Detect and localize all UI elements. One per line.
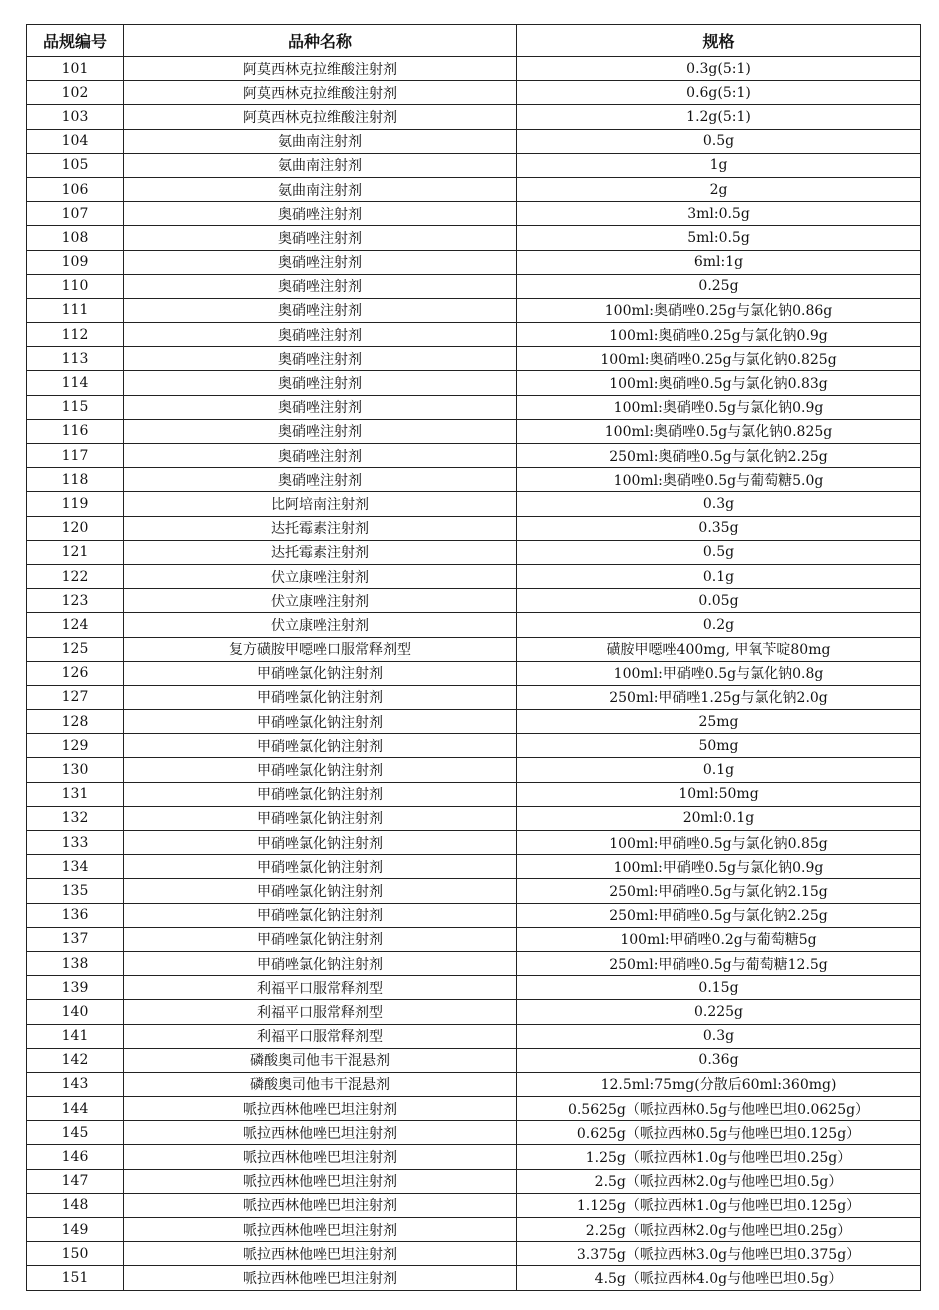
table-row xyxy=(27,879,921,903)
table-row xyxy=(27,105,921,129)
table-row xyxy=(27,1218,921,1242)
cell-spec-code: 111 xyxy=(27,298,124,322)
cell-spec-code: 141 xyxy=(27,1024,124,1048)
cell-drug-name: 哌拉西林他唑巴坦注射剂 xyxy=(124,1097,517,1121)
table-row xyxy=(27,831,921,855)
table-row xyxy=(27,685,921,709)
cell-spec-code: 126 xyxy=(27,661,124,685)
cell-spec-code: 112 xyxy=(27,323,124,347)
cell-spec-code: 130 xyxy=(27,758,124,782)
cell-spec-code: 148 xyxy=(27,1193,124,1217)
drug-spec-table xyxy=(26,24,921,1291)
cell-spec-code: 151 xyxy=(27,1266,124,1290)
cell-specification: 250ml:甲硝唑0.5g与氯化钠2.15g xyxy=(517,879,921,903)
table-row xyxy=(27,951,921,975)
cell-spec-code: 147 xyxy=(27,1169,124,1193)
cell-specification: 100ml:奥硝唑0.25g与氯化钠0.86g xyxy=(517,298,921,322)
cell-drug-name: 奥硝唑注射剂 xyxy=(124,468,517,492)
cell-spec-code: 146 xyxy=(27,1145,124,1169)
cell-specification: 100ml:奥硝唑0.25g与氯化钠0.9g xyxy=(517,323,921,347)
cell-drug-name: 甲硝唑氯化钠注射剂 xyxy=(124,879,517,903)
cell-drug-name: 奥硝唑注射剂 xyxy=(124,347,517,371)
cell-specification: 1.2g(5:1) xyxy=(517,105,921,129)
cell-specification: 1.125g（哌拉西林1.0g与他唑巴坦0.125g） xyxy=(517,1193,921,1217)
cell-drug-name: 氨曲南注射剂 xyxy=(124,177,517,201)
table-row xyxy=(27,153,921,177)
cell-spec-code: 127 xyxy=(27,685,124,709)
cell-drug-name: 奥硝唑注射剂 xyxy=(124,226,517,250)
cell-drug-name: 达托霉素注射剂 xyxy=(124,516,517,540)
cell-spec-code: 137 xyxy=(27,927,124,951)
cell-spec-code: 106 xyxy=(27,177,124,201)
cell-specification: 100ml:奥硝唑0.5g与氯化钠0.83g xyxy=(517,371,921,395)
table-row xyxy=(27,758,921,782)
cell-specification: 0.35g xyxy=(517,516,921,540)
drug-spec-table-wrapper xyxy=(26,24,921,1291)
cell-spec-code: 114 xyxy=(27,371,124,395)
cell-specification: 20ml:0.1g xyxy=(517,806,921,830)
cell-specification: 250ml:奥硝唑0.5g与氯化钠2.25g xyxy=(517,444,921,468)
cell-drug-name: 哌拉西林他唑巴坦注射剂 xyxy=(124,1266,517,1290)
table-row xyxy=(27,734,921,758)
cell-specification: 1.25g（哌拉西林1.0g与他唑巴坦0.25g） xyxy=(517,1145,921,1169)
table-row xyxy=(27,57,921,81)
table-row xyxy=(27,1097,921,1121)
cell-drug-name: 氨曲南注射剂 xyxy=(124,129,517,153)
table-row xyxy=(27,1145,921,1169)
table-row xyxy=(27,589,921,613)
cell-specification: 100ml:奥硝唑0.5g与氯化钠0.825g xyxy=(517,419,921,443)
cell-drug-name: 哌拉西林他唑巴坦注射剂 xyxy=(124,1218,517,1242)
table-row xyxy=(27,444,921,468)
cell-drug-name: 磷酸奥司他韦干混悬剂 xyxy=(124,1048,517,1072)
table-row xyxy=(27,177,921,201)
cell-drug-name: 哌拉西林他唑巴坦注射剂 xyxy=(124,1121,517,1145)
cell-drug-name: 奥硝唑注射剂 xyxy=(124,444,517,468)
cell-spec-code: 123 xyxy=(27,589,124,613)
cell-specification: 0.5625g（哌拉西林0.5g与他唑巴坦0.0625g） xyxy=(517,1097,921,1121)
cell-spec-code: 104 xyxy=(27,129,124,153)
table-header xyxy=(27,25,921,57)
cell-drug-name: 哌拉西林他唑巴坦注射剂 xyxy=(124,1242,517,1266)
cell-drug-name: 利福平口服常释剂型 xyxy=(124,1000,517,1024)
cell-drug-name: 奥硝唑注射剂 xyxy=(124,323,517,347)
table-row xyxy=(27,395,921,419)
cell-specification: 100ml:甲硝唑0.2g与葡萄糖5g xyxy=(517,927,921,951)
table-row xyxy=(27,710,921,734)
cell-spec-code: 101 xyxy=(27,57,124,81)
cell-specification: 0.05g xyxy=(517,589,921,613)
cell-drug-name: 复方磺胺甲噁唑口服常释剂型 xyxy=(124,637,517,661)
cell-specification: 0.1g xyxy=(517,564,921,588)
cell-drug-name: 达托霉素注射剂 xyxy=(124,540,517,564)
cell-drug-name: 奥硝唑注射剂 xyxy=(124,274,517,298)
cell-drug-name: 奥硝唑注射剂 xyxy=(124,371,517,395)
cell-drug-name: 阿莫西林克拉维酸注射剂 xyxy=(124,81,517,105)
cell-spec-code: 122 xyxy=(27,564,124,588)
cell-specification: 250ml:甲硝唑0.5g与葡萄糖12.5g xyxy=(517,951,921,975)
cell-specification: 2.5g（哌拉西林2.0g与他唑巴坦0.5g） xyxy=(517,1169,921,1193)
cell-spec-code: 113 xyxy=(27,347,124,371)
table-row xyxy=(27,347,921,371)
table-row xyxy=(27,419,921,443)
cell-spec-code: 121 xyxy=(27,540,124,564)
cell-spec-code: 120 xyxy=(27,516,124,540)
cell-spec-code: 133 xyxy=(27,831,124,855)
cell-specification: 250ml:甲硝唑1.25g与氯化钠2.0g xyxy=(517,685,921,709)
cell-spec-code: 139 xyxy=(27,976,124,1000)
cell-drug-name: 伏立康唑注射剂 xyxy=(124,589,517,613)
header-specification: 规格 xyxy=(517,25,921,57)
table-row xyxy=(27,540,921,564)
table-row xyxy=(27,1193,921,1217)
table-row xyxy=(27,564,921,588)
cell-specification: 50mg xyxy=(517,734,921,758)
cell-specification: 100ml:奥硝唑0.5g与葡萄糖5.0g xyxy=(517,468,921,492)
cell-specification: 0.5g xyxy=(517,129,921,153)
table-row xyxy=(27,129,921,153)
table-row xyxy=(27,371,921,395)
cell-drug-name: 甲硝唑氯化钠注射剂 xyxy=(124,806,517,830)
cell-drug-name: 甲硝唑氯化钠注射剂 xyxy=(124,758,517,782)
cell-specification: 0.25g xyxy=(517,274,921,298)
table-body xyxy=(27,57,921,1291)
cell-specification: 6ml:1g xyxy=(517,250,921,274)
cell-spec-code: 140 xyxy=(27,1000,124,1024)
cell-spec-code: 115 xyxy=(27,395,124,419)
cell-spec-code: 102 xyxy=(27,81,124,105)
table-row xyxy=(27,661,921,685)
cell-drug-name: 甲硝唑氯化钠注射剂 xyxy=(124,831,517,855)
table-row xyxy=(27,202,921,226)
cell-spec-code: 142 xyxy=(27,1048,124,1072)
cell-drug-name: 哌拉西林他唑巴坦注射剂 xyxy=(124,1193,517,1217)
cell-specification: 10ml:50mg xyxy=(517,782,921,806)
cell-specification: 0.1g xyxy=(517,758,921,782)
cell-spec-code: 108 xyxy=(27,226,124,250)
cell-drug-name: 阿莫西林克拉维酸注射剂 xyxy=(124,57,517,81)
table-row xyxy=(27,1000,921,1024)
cell-spec-code: 143 xyxy=(27,1072,124,1096)
cell-drug-name: 奥硝唑注射剂 xyxy=(124,419,517,443)
cell-spec-code: 109 xyxy=(27,250,124,274)
cell-specification: 100ml:奥硝唑0.25g与氯化钠0.825g xyxy=(517,347,921,371)
table-row xyxy=(27,855,921,879)
table-row xyxy=(27,903,921,927)
cell-spec-code: 145 xyxy=(27,1121,124,1145)
cell-spec-code: 135 xyxy=(27,879,124,903)
table-row xyxy=(27,1024,921,1048)
cell-spec-code: 150 xyxy=(27,1242,124,1266)
cell-drug-name: 甲硝唑氯化钠注射剂 xyxy=(124,927,517,951)
cell-spec-code: 110 xyxy=(27,274,124,298)
cell-drug-name: 甲硝唑氯化钠注射剂 xyxy=(124,855,517,879)
cell-drug-name: 利福平口服常释剂型 xyxy=(124,1024,517,1048)
cell-specification: 0.2g xyxy=(517,613,921,637)
cell-drug-name: 利福平口服常释剂型 xyxy=(124,976,517,1000)
cell-drug-name: 伏立康唑注射剂 xyxy=(124,613,517,637)
cell-drug-name: 甲硝唑氯化钠注射剂 xyxy=(124,951,517,975)
table-row xyxy=(27,806,921,830)
cell-drug-name: 伏立康唑注射剂 xyxy=(124,564,517,588)
cell-specification: 0.36g xyxy=(517,1048,921,1072)
cell-specification: 0.6g(5:1) xyxy=(517,81,921,105)
cell-specification: 0.225g xyxy=(517,1000,921,1024)
cell-specification: 5ml:0.5g xyxy=(517,226,921,250)
cell-spec-code: 144 xyxy=(27,1097,124,1121)
cell-specification: 0.3g(5:1) xyxy=(517,57,921,81)
cell-drug-name: 哌拉西林他唑巴坦注射剂 xyxy=(124,1145,517,1169)
cell-specification: 3ml:0.5g xyxy=(517,202,921,226)
table-row xyxy=(27,782,921,806)
cell-specification: 12.5ml:75mg(分散后60ml:360mg) xyxy=(517,1072,921,1096)
table-row xyxy=(27,516,921,540)
table-row xyxy=(27,298,921,322)
cell-specification: 4.5g（哌拉西林4.0g与他唑巴坦0.5g） xyxy=(517,1266,921,1290)
cell-drug-name: 甲硝唑氯化钠注射剂 xyxy=(124,661,517,685)
table-row xyxy=(27,250,921,274)
cell-drug-name: 奥硝唑注射剂 xyxy=(124,395,517,419)
cell-drug-name: 哌拉西林他唑巴坦注射剂 xyxy=(124,1169,517,1193)
cell-drug-name: 奥硝唑注射剂 xyxy=(124,202,517,226)
table-row xyxy=(27,637,921,661)
table-row xyxy=(27,81,921,105)
cell-specification: 100ml:甲硝唑0.5g与氯化钠0.9g xyxy=(517,855,921,879)
cell-spec-code: 118 xyxy=(27,468,124,492)
header-spec-code: 品规编号 xyxy=(27,25,124,57)
table-row xyxy=(27,323,921,347)
cell-specification: 0.5g xyxy=(517,540,921,564)
cell-drug-name: 甲硝唑氯化钠注射剂 xyxy=(124,782,517,806)
header-row xyxy=(27,25,921,57)
cell-specification: 2.25g（哌拉西林2.0g与他唑巴坦0.25g） xyxy=(517,1218,921,1242)
cell-drug-name: 奥硝唑注射剂 xyxy=(124,250,517,274)
cell-spec-code: 132 xyxy=(27,806,124,830)
cell-spec-code: 124 xyxy=(27,613,124,637)
header-drug-name: 品种名称 xyxy=(124,25,517,57)
cell-drug-name: 氨曲南注射剂 xyxy=(124,153,517,177)
cell-spec-code: 149 xyxy=(27,1218,124,1242)
cell-spec-code: 116 xyxy=(27,419,124,443)
cell-drug-name: 甲硝唑氯化钠注射剂 xyxy=(124,710,517,734)
cell-specification: 磺胺甲噁唑400mg, 甲氧苄啶80mg xyxy=(517,637,921,661)
cell-specification: 100ml:奥硝唑0.5g与氯化钠0.9g xyxy=(517,395,921,419)
cell-specification: 0.3g xyxy=(517,1024,921,1048)
cell-specification: 0.15g xyxy=(517,976,921,1000)
cell-specification: 0.3g xyxy=(517,492,921,516)
cell-spec-code: 107 xyxy=(27,202,124,226)
table-row xyxy=(27,1048,921,1072)
table-row xyxy=(27,1242,921,1266)
cell-spec-code: 128 xyxy=(27,710,124,734)
cell-spec-code: 131 xyxy=(27,782,124,806)
cell-spec-code: 117 xyxy=(27,444,124,468)
table-row xyxy=(27,274,921,298)
cell-spec-code: 129 xyxy=(27,734,124,758)
table-row xyxy=(27,613,921,637)
cell-specification: 2g xyxy=(517,177,921,201)
table-row xyxy=(27,226,921,250)
cell-drug-name: 甲硝唑氯化钠注射剂 xyxy=(124,685,517,709)
cell-spec-code: 138 xyxy=(27,951,124,975)
cell-drug-name: 磷酸奥司他韦干混悬剂 xyxy=(124,1072,517,1096)
cell-specification: 100ml:甲硝唑0.5g与氯化钠0.85g xyxy=(517,831,921,855)
table-row xyxy=(27,927,921,951)
cell-specification: 3.375g（哌拉西林3.0g与他唑巴坦0.375g） xyxy=(517,1242,921,1266)
table-row xyxy=(27,1266,921,1290)
cell-drug-name: 甲硝唑氯化钠注射剂 xyxy=(124,903,517,927)
cell-specification: 25mg xyxy=(517,710,921,734)
cell-specification: 250ml:甲硝唑0.5g与氯化钠2.25g xyxy=(517,903,921,927)
cell-specification: 1g xyxy=(517,153,921,177)
table-row xyxy=(27,1169,921,1193)
cell-drug-name: 甲硝唑氯化钠注射剂 xyxy=(124,734,517,758)
table-row xyxy=(27,492,921,516)
cell-drug-name: 比阿培南注射剂 xyxy=(124,492,517,516)
cell-spec-code: 105 xyxy=(27,153,124,177)
cell-spec-code: 136 xyxy=(27,903,124,927)
table-row xyxy=(27,1121,921,1145)
cell-spec-code: 103 xyxy=(27,105,124,129)
cell-drug-name: 阿莫西林克拉维酸注射剂 xyxy=(124,105,517,129)
cell-spec-code: 125 xyxy=(27,637,124,661)
cell-specification: 0.625g（哌拉西林0.5g与他唑巴坦0.125g） xyxy=(517,1121,921,1145)
cell-drug-name: 奥硝唑注射剂 xyxy=(124,298,517,322)
cell-spec-code: 119 xyxy=(27,492,124,516)
table-row xyxy=(27,1072,921,1096)
cell-spec-code: 134 xyxy=(27,855,124,879)
table-row xyxy=(27,468,921,492)
table-row xyxy=(27,976,921,1000)
cell-specification: 100ml:甲硝唑0.5g与氯化钠0.8g xyxy=(517,661,921,685)
